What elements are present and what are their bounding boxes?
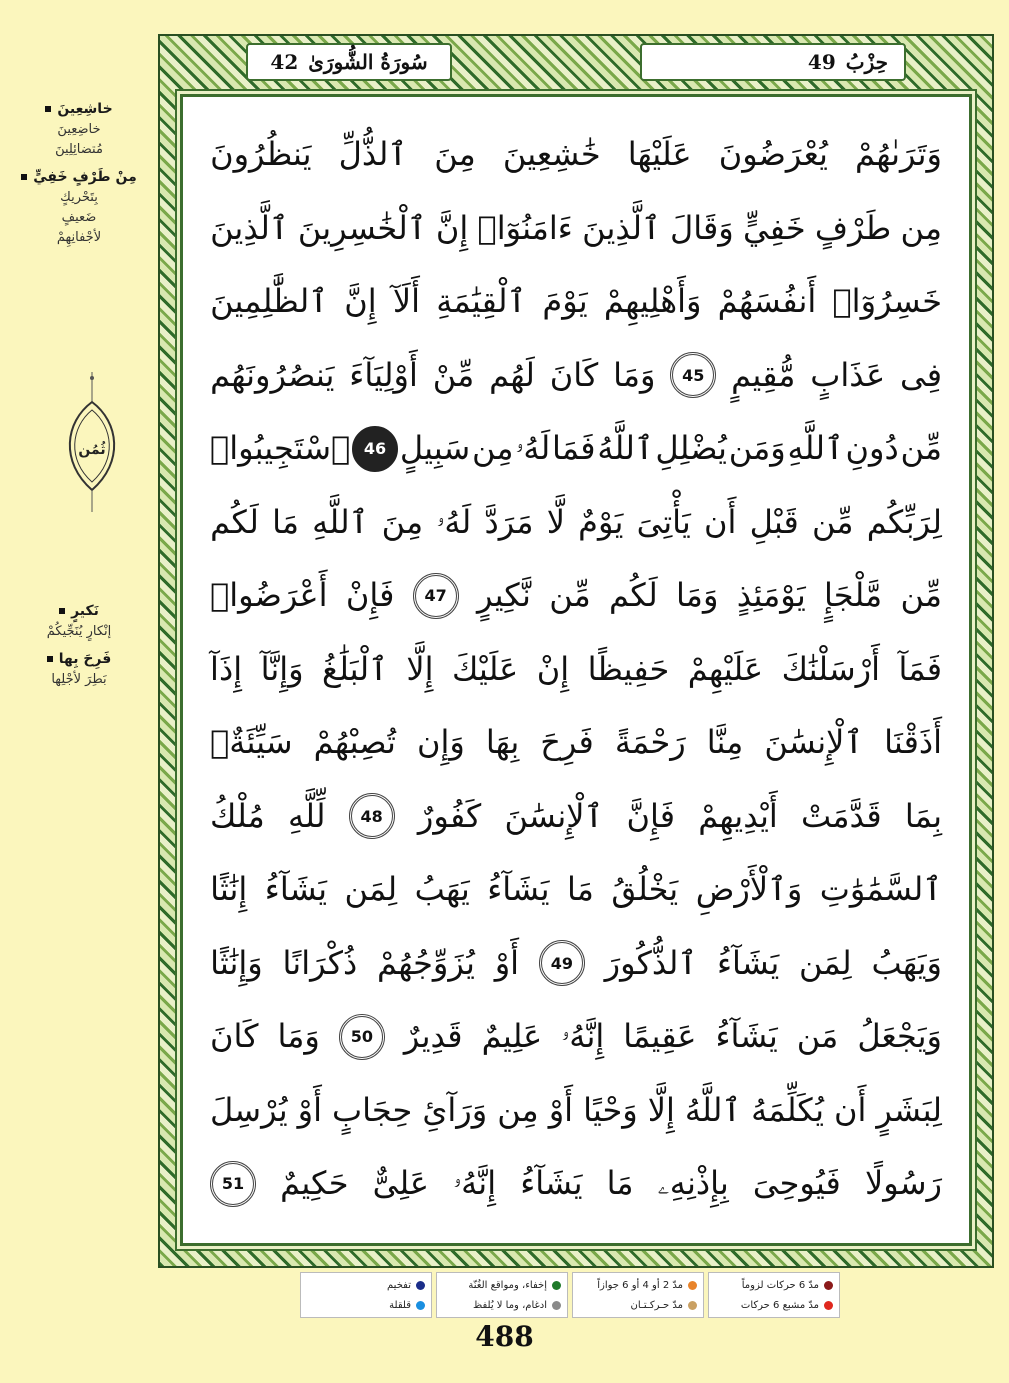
verse-word: وَمَا — [277, 1017, 320, 1055]
verse-word: أَعْرَضُوا۟ — [210, 576, 328, 614]
verse-word: وَأَهْلِيهِمْ — [603, 282, 702, 320]
verse-word: وَرَآئِ — [422, 1090, 488, 1129]
gloss-group — [8, 600, 150, 642]
verse-word: فِى — [900, 355, 942, 394]
verse-word: عَلَيْكَ — [451, 649, 519, 688]
verse-word: إِنَّ — [435, 208, 469, 247]
verse-word: وَيَهَبُ — [871, 943, 942, 982]
verse-word: قَدِيرٌ — [403, 1017, 463, 1055]
margin-glosses — [8, 98, 150, 254]
verse-word: ٱلْخَٰسِرِينَ — [297, 208, 427, 247]
verse-word: فَيُوحِىَ — [752, 1164, 841, 1202]
legend-label: ادغام، وما لا يُلفظ — [472, 1299, 547, 1311]
verse-word: ٱلَّذِينَ — [582, 208, 661, 247]
verse-word: فَمَا — [552, 429, 596, 467]
verse-word: يُضْلِلِ — [655, 429, 727, 467]
ayah-number-marker: 45 — [670, 352, 716, 398]
verse-word: يَنصُرُونَهُم — [210, 355, 335, 394]
verse-word: يَخْلُقُ — [611, 870, 679, 908]
verse-word: رَسُولًا — [864, 1164, 942, 1202]
verse-word: يُزَوِّجُهُمْ — [377, 943, 475, 982]
verse-word: مِّن — [549, 576, 591, 614]
verse-word: ٱللَّهُ — [684, 1090, 742, 1129]
verse-word: بِهَا — [485, 723, 520, 761]
verse-word: كَانَ — [210, 1017, 259, 1055]
verse-word: إِلَّا — [647, 1090, 675, 1129]
verse-word: ءَامَنُوٓا۟ — [477, 208, 573, 247]
verse-word: إِذَآ — [210, 649, 243, 688]
verse-word: مَرَدَّ — [484, 502, 534, 541]
verse-line — [210, 486, 942, 560]
verse-word: عَقِيمًا — [623, 1017, 697, 1055]
verse-word: مِّن — [900, 429, 942, 467]
verse-word: أَوْ — [494, 943, 520, 982]
verse-word: يَوْمَ — [542, 282, 588, 320]
verse-word: مَا — [272, 502, 299, 541]
verse-word: تُصِبْهُمْ — [313, 723, 396, 761]
verse-line — [210, 192, 942, 266]
verse-word: لِمَن — [344, 870, 398, 908]
verse-word: أَن — [704, 502, 737, 541]
bullet-icon — [45, 106, 51, 112]
verse-word: وَقَالَ — [669, 208, 734, 247]
verse-word: يَنظُرُونَ — [210, 135, 312, 173]
verse-word: يَشَآءُ — [264, 870, 328, 908]
verse-word: خَسِرُوٓا۟ — [832, 282, 942, 320]
legend-label: إخفاء، ومواقع الغُنّة — [468, 1279, 547, 1291]
hizb-number: 49 — [807, 50, 836, 74]
gloss-term: فَرِحَ بِها — [8, 648, 150, 670]
margin-glosses-lower — [8, 600, 150, 696]
verse-word: بِمَا — [904, 796, 942, 835]
color-dot-icon — [688, 1281, 697, 1290]
verse-word: أَذَقْنَا — [884, 723, 942, 761]
verse-word: فَإِنَّ — [626, 796, 676, 835]
verse-line — [210, 118, 942, 192]
verse-line — [210, 633, 942, 707]
verse-word: ذُكْرَانًا — [282, 943, 358, 982]
verse-word: ٱلذُّلِّ — [338, 135, 408, 173]
surah-number: 42 — [270, 50, 299, 74]
legend-label: مدّ 2 أو 4 أو 6 جوازاً — [597, 1279, 683, 1291]
verse-word: مُلْكُ — [210, 796, 265, 835]
legend-item — [579, 1300, 697, 1311]
verse-word: فَإِنْ — [345, 576, 395, 614]
verse-word: كَانَ — [549, 355, 599, 394]
legend-item — [443, 1300, 561, 1311]
color-dot-icon — [552, 1281, 561, 1290]
verse-word: مِن — [472, 429, 514, 467]
verse-word: إِنَٰثًا — [210, 870, 248, 908]
surah-name: سُورَةُ الشُّورَىٰ — [308, 50, 428, 74]
verse-word: ٱلَّذِينَ — [210, 208, 289, 247]
verse-word: ٱللَّهِ — [787, 429, 844, 467]
verse-line — [210, 1074, 942, 1148]
verse-word: يَشَآءُ — [716, 943, 780, 982]
color-dot-icon — [824, 1281, 833, 1290]
verse-line — [210, 559, 942, 633]
verse-word: لَهُم — [489, 355, 535, 394]
verse-word: يَوْمَئِذٍ — [736, 576, 806, 614]
verse-word: يُكَلِّمَهُ — [751, 1090, 824, 1129]
verse-word: مُّقِيمٍ — [731, 355, 796, 394]
verse-word: مَا — [566, 870, 594, 908]
verse-word: وَتَرَىٰهُمْ — [855, 135, 942, 173]
verse-line — [210, 1000, 942, 1074]
gloss-definition: لأجْفانِهِمْ — [56, 230, 102, 245]
legend-item — [443, 1280, 561, 1291]
medallion-label: ثُمُن — [78, 442, 106, 458]
verse-word: مَا — [606, 1164, 634, 1202]
legend-item — [579, 1280, 697, 1291]
verse-word: وَٱلْأَرْضِ — [695, 870, 803, 908]
verse-word: وَمَن — [728, 429, 786, 467]
verse-word: سَبِيلٍ — [399, 429, 471, 467]
thumun-medallion-icon — [55, 372, 129, 512]
verse-word: مِّن — [900, 576, 942, 614]
verse-word: أَيْدِيهِمْ — [698, 796, 778, 835]
verse-word: مَّلْجَإٍ — [824, 576, 883, 614]
legend-label: قلقلة — [389, 1299, 411, 1311]
verse-word: وَإِنَٰثًا — [210, 943, 263, 982]
verse-word: إِلَّا — [406, 649, 434, 688]
ayah-number-marker: 46 — [352, 426, 398, 472]
bullet-icon — [47, 656, 53, 662]
legend-label: تفخيم — [387, 1279, 411, 1291]
verse-word: يَوْمٌ — [578, 502, 624, 541]
verse-word: يُعْرَضُونَ — [718, 135, 828, 173]
page-number: 488 — [475, 1320, 534, 1353]
ayah-number-marker: 51 — [210, 1161, 256, 1207]
verse-word: سَيِّئَةٌۢ — [210, 723, 293, 761]
gloss-definition: مُتضائِلِينَ — [55, 142, 103, 157]
legend-column — [300, 1272, 432, 1318]
verse-word: أَنفُسَهُمْ — [717, 282, 817, 320]
verse-word: وَيَجْعَلُ — [857, 1017, 942, 1055]
verse-word: وَإِنَّآ — [260, 649, 304, 688]
verse-word: نَّكِيرٍ — [477, 576, 531, 614]
verse-word: ٱلْإِنسَٰنَ — [764, 723, 864, 761]
verse-text — [210, 118, 942, 1221]
verse-word: ٱسْتَجِيبُوا۟ — [210, 429, 351, 467]
ayah-number-marker: 47 — [413, 573, 459, 619]
verse-word: قَبْلِ — [749, 502, 799, 541]
verse-word: لَكُم — [210, 502, 259, 541]
verse-line — [210, 780, 942, 854]
verse-word: يَشَآءُ — [715, 1017, 778, 1055]
legend-column — [436, 1272, 568, 1318]
verse-word: ٱلسَّمَٰوَٰتِ — [819, 870, 942, 908]
verse-word: مِنَ — [381, 502, 424, 541]
legend-item — [715, 1300, 833, 1311]
gloss-group — [8, 648, 150, 690]
gloss-definition: ضَعيفٍ — [61, 210, 97, 225]
legend-item — [307, 1280, 425, 1291]
verse-word: كَفُورٌ — [417, 796, 482, 835]
verse-word: مِن — [497, 1090, 539, 1129]
verse-word: طَرْفٍ — [814, 208, 892, 247]
verse-line — [210, 706, 942, 780]
verse-word: عَلِيمٌ — [481, 1017, 543, 1055]
bullet-icon — [59, 608, 65, 614]
verse-line — [210, 1147, 942, 1221]
page-frame — [158, 34, 994, 1268]
verse-word: لَّا — [546, 502, 565, 541]
verse-word: يَشَآءُ — [520, 1164, 583, 1202]
hizb-word: حِزْبُ — [845, 50, 888, 74]
verse-word: ٱلْبَلَٰغُ — [322, 649, 388, 688]
verse-word: لِمَن — [799, 943, 852, 982]
gloss-term: خاشِعِينَ — [8, 98, 150, 120]
bullet-icon — [21, 174, 27, 180]
surah-label — [246, 43, 452, 81]
verse-word: لِرَبِّكُم — [866, 502, 942, 541]
verse-line — [210, 265, 942, 339]
verse-word: ٱلذُّكُورَ — [604, 943, 698, 982]
color-dot-icon — [416, 1281, 425, 1290]
verse-word: ٱلْإِنسَٰنَ — [504, 796, 604, 835]
legend-column — [708, 1272, 840, 1318]
verse-word: بِإِذْنِهِۦ — [657, 1164, 729, 1202]
hizb-label — [640, 43, 906, 81]
gloss-group — [8, 98, 150, 160]
legend-label: مدّ 6 حركات لزوماً — [741, 1279, 819, 1291]
gloss-term: نَكيرٍ — [8, 600, 150, 622]
verse-word: إِنَّهُۥ — [453, 1164, 497, 1202]
verse-word: أَلَآ — [392, 282, 420, 320]
color-dot-icon — [824, 1301, 833, 1310]
verse-word: قَدَّمَتْ — [800, 796, 882, 835]
verse-line — [210, 339, 942, 413]
verse-word: عَلَيْهِمْ — [687, 649, 764, 688]
verse-word: دُونِ — [845, 429, 899, 467]
verse-word: يُرْسِلَ — [210, 1090, 288, 1129]
ayah-number-marker: 49 — [539, 940, 585, 986]
gloss-definition: بَطِرَ لأجْلِها — [51, 672, 107, 687]
gloss-definition: إنْكارٍ يُنَجِّيكُمْ — [46, 624, 112, 639]
tajweed-legend — [300, 1272, 840, 1318]
verse-word: يَأْتِىَ — [636, 502, 691, 541]
verse-word: أَوْ — [548, 1090, 574, 1129]
verse-word: أَن — [833, 1090, 867, 1129]
verse-word: فَمَآ — [898, 649, 942, 688]
gloss-group — [8, 166, 150, 248]
verse-word: أَوْ — [297, 1090, 322, 1129]
verse-word: أَوْلِيَآءَ — [349, 355, 418, 394]
verse-word: ٱلظَّٰلِمِينَ — [210, 282, 328, 320]
legend-column — [572, 1272, 704, 1318]
page-header — [246, 40, 906, 84]
verse-word: خَفِيٍّ — [743, 208, 806, 247]
verse-word: مِّن — [812, 502, 854, 541]
verse-word: إِنَّ — [344, 282, 377, 320]
verse-word: ٱللَّهُ — [597, 429, 654, 467]
verse-word: ٱللَّهِ — [312, 502, 369, 541]
color-dot-icon — [552, 1301, 561, 1310]
gloss-definition: خاضِعِينَ — [57, 122, 101, 137]
verse-word: أَرْسَلْنَٰكَ — [781, 649, 880, 688]
legend-label: مدّ مشبع 6 حركات — [740, 1299, 819, 1311]
verse-word: مِن — [900, 208, 942, 247]
legend-item — [715, 1280, 833, 1291]
color-dot-icon — [688, 1301, 697, 1310]
legend-item — [307, 1300, 425, 1311]
ayah-number-marker: 48 — [349, 793, 395, 839]
legend-label: مدّ حـركـتـان — [630, 1299, 683, 1311]
verse-line — [210, 412, 942, 486]
verse-word: مِنَ — [434, 135, 476, 173]
verse-word: حَفِيظًا — [587, 649, 670, 688]
color-dot-icon — [416, 1301, 425, 1310]
verse-word: عَلَيْهَا — [627, 135, 692, 173]
verse-word: لِّلَّهِ — [287, 796, 326, 835]
verse-word: لَهُۥ — [436, 502, 472, 541]
verse-word: حَكِيمٌ — [280, 1164, 349, 1202]
verse-word: إِنَّهُۥ — [561, 1017, 605, 1055]
verse-word: لَهُۥ — [515, 429, 551, 467]
verse-line — [210, 927, 942, 1001]
verse-word: وَحْيًا — [583, 1090, 638, 1129]
verse-line — [210, 853, 942, 927]
verse-word: مِّنْ — [432, 355, 475, 394]
verse-word: وَمَا — [676, 576, 719, 614]
verse-word: حِجَابٍ — [332, 1090, 413, 1129]
verse-word: فَرِحَ — [540, 723, 594, 761]
verse-word: عَذَابٍ — [810, 355, 886, 394]
verse-word: لِبَشَرٍ — [876, 1090, 942, 1129]
gloss-definition: بِتَحْريكٍ — [60, 190, 98, 205]
ayah-number-marker: 50 — [339, 1014, 385, 1060]
verse-word: وَمَا — [613, 355, 656, 394]
verse-word: إِنْ — [536, 649, 570, 688]
gloss-term: مِنْ طَرْفٍ خَفِيٍّ — [8, 166, 150, 188]
verse-word: رَحْمَةً — [614, 723, 686, 761]
verse-word: مِنَّا — [706, 723, 744, 761]
verse-word: خَٰشِعِينَ — [502, 135, 601, 173]
verse-word: يَهَبُ — [414, 870, 470, 908]
verse-word: يَشَآءُ — [487, 870, 550, 908]
verse-word: مَن — [796, 1017, 839, 1055]
verse-word: عَلِىٌّ — [372, 1164, 430, 1202]
verse-word: ٱلْقِيَٰمَةِ — [436, 282, 527, 320]
verse-word: وَإِن — [416, 723, 465, 761]
verse-word: لَكُم — [609, 576, 658, 614]
